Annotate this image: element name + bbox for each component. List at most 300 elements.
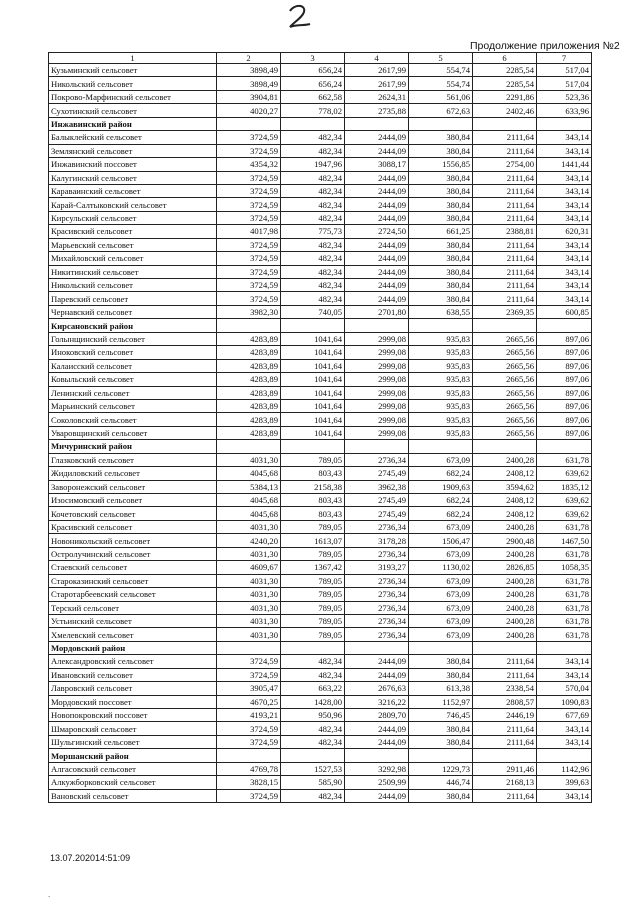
settlement-name: Чернавский сельсовет [49,305,217,318]
value-cell: 561,06 [409,90,473,103]
table-row [49,104,592,117]
value-cell: 2111,64 [473,184,537,197]
value-cell: 897,06 [537,373,592,386]
table-row [49,332,592,345]
value-cell: 789,05 [281,574,345,587]
value-cell: 4283,89 [217,413,281,426]
settlement-name: Лавровский сельсовет [49,682,217,695]
value-cell: 1947,96 [281,158,345,171]
value-cell: 1556,85 [409,158,473,171]
settlement-name: Вановский сельсовет [49,789,217,802]
value-cell: 343,14 [537,265,592,278]
district-header-row [49,641,592,654]
district-header-row [49,117,592,130]
value-cell: 631,78 [537,574,592,587]
value-cell: 3178,28 [345,534,409,547]
value-cell: 935,83 [409,426,473,439]
table-row [49,158,592,171]
table-row [49,144,592,157]
empty-cell [537,641,592,654]
empty-cell [217,319,281,332]
table-row [49,265,592,278]
value-cell: 2408,12 [473,494,537,507]
value-cell: 661,25 [409,225,473,238]
value-cell: 682,24 [409,467,473,480]
value-cell: 1041,64 [281,373,345,386]
value-cell: 4283,89 [217,399,281,412]
table-row [49,399,592,412]
value-cell: 2444,09 [345,735,409,748]
value-cell: 2158,38 [281,480,345,493]
value-cell: 2444,09 [345,144,409,157]
value-cell: 1041,64 [281,332,345,345]
value-cell: 1041,64 [281,426,345,439]
table-row [49,776,592,789]
value-cell: 3292,98 [345,762,409,775]
settlement-name: Устьинский сельсовет [49,614,217,627]
value-cell: 2400,28 [473,574,537,587]
value-cell: 482,34 [281,131,345,144]
value-cell: 935,83 [409,332,473,345]
value-cell: 3905,47 [217,682,281,695]
value-cell: 554,74 [409,77,473,90]
table-row [49,722,592,735]
value-cell: 2665,56 [473,332,537,345]
value-cell: 2111,64 [473,144,537,157]
value-cell: 631,78 [537,628,592,641]
settlement-name: Иноковский сельсовет [49,346,217,359]
value-cell: 1058,35 [537,561,592,574]
value-cell: 3724,59 [217,265,281,278]
table-row [49,305,592,318]
value-cell: 3724,59 [217,279,281,292]
value-cell: 631,78 [537,547,592,560]
value-cell: 3724,59 [217,655,281,668]
value-cell: 2400,28 [473,614,537,627]
table-row [49,507,592,520]
value-cell: 3828,15 [217,776,281,789]
value-cell: 482,34 [281,171,345,184]
value-cell: 3724,59 [217,292,281,305]
settlement-name: Михайловский сельсовет [49,252,217,265]
value-cell: 1041,64 [281,413,345,426]
value-cell: 789,05 [281,614,345,627]
table-row [49,373,592,386]
value-cell: 935,83 [409,386,473,399]
value-cell: 380,84 [409,144,473,157]
value-cell: 935,83 [409,373,473,386]
value-cell: 2444,09 [345,655,409,668]
value-cell: 2400,28 [473,453,537,466]
table-row [49,574,592,587]
value-cell: 2809,70 [345,709,409,722]
value-cell: 482,34 [281,184,345,197]
table-row [49,561,592,574]
value-cell: 2111,64 [473,735,537,748]
value-cell: 343,14 [537,238,592,251]
value-cell: 343,14 [537,292,592,305]
value-cell: 4031,30 [217,628,281,641]
value-cell: 4020,27 [217,104,281,117]
value-cell: 3724,59 [217,144,281,157]
empty-cell [473,117,537,130]
value-cell: 380,84 [409,211,473,224]
value-cell: 4769,78 [217,762,281,775]
value-cell: 2999,08 [345,413,409,426]
settlement-name: Марьевский сельсовет [49,238,217,251]
value-cell: 482,34 [281,789,345,802]
value-cell: 656,24 [281,77,345,90]
value-cell: 2745,49 [345,507,409,520]
district-header-row [49,749,592,762]
value-cell: 482,34 [281,735,345,748]
column-header: 6 [473,53,537,64]
settlement-name: Староказинский сельсовет [49,574,217,587]
value-cell: 482,34 [281,279,345,292]
value-cell: 343,14 [537,789,592,802]
value-cell: 343,14 [537,668,592,681]
settlement-name: Балыклейский сельсовет [49,131,217,144]
settlement-name: Хмелевский сельсовет [49,628,217,641]
table-row [49,520,592,533]
value-cell: 1142,96 [537,762,592,775]
value-cell: 3724,59 [217,238,281,251]
value-cell: 935,83 [409,359,473,372]
value-cell: 633,96 [537,104,592,117]
value-cell: 4283,89 [217,373,281,386]
value-cell: 897,06 [537,426,592,439]
value-cell: 1506,47 [409,534,473,547]
settlement-name: Изосимовский сельсовет [49,494,217,507]
value-cell: 1130,02 [409,561,473,574]
value-cell: 2111,64 [473,789,537,802]
value-cell: 3724,59 [217,722,281,735]
value-cell: 4045,68 [217,467,281,480]
settlement-name: Кирсульский сельсовет [49,211,217,224]
value-cell: 2400,28 [473,520,537,533]
table-row [49,238,592,251]
empty-cell [473,440,537,453]
value-cell: 3724,59 [217,668,281,681]
value-cell: 2400,28 [473,601,537,614]
value-cell: 4609,67 [217,561,281,574]
value-cell: 631,78 [537,614,592,627]
value-cell: 482,34 [281,211,345,224]
empty-cell [473,319,537,332]
value-cell: 2400,28 [473,547,537,560]
table-row [49,252,592,265]
value-cell: 4283,89 [217,426,281,439]
value-cell: 2736,34 [345,547,409,560]
value-cell: 2665,56 [473,386,537,399]
table-row [49,413,592,426]
value-cell: 897,06 [537,386,592,399]
settlement-name: Александровский сельсовет [49,655,217,668]
column-header: 3 [281,53,345,64]
settlement-name: Мордовский поссовет [49,695,217,708]
value-cell: 380,84 [409,655,473,668]
value-cell: 673,09 [409,601,473,614]
value-cell: 2444,09 [345,131,409,144]
settlement-name: Заворонежский сельсовет [49,480,217,493]
value-cell: 482,34 [281,655,345,668]
value-cell: 2444,09 [345,238,409,251]
value-cell: 673,09 [409,614,473,627]
value-cell: 935,83 [409,399,473,412]
table-row [49,494,592,507]
column-header: 1 [49,53,217,64]
value-cell: 803,43 [281,467,345,480]
value-cell: 3982,30 [217,305,281,318]
value-cell: 639,62 [537,467,592,480]
value-cell: 673,09 [409,453,473,466]
value-cell: 2808,57 [473,695,537,708]
value-cell: 3193,27 [345,561,409,574]
value-cell: 746,45 [409,709,473,722]
value-cell: 517,04 [537,64,592,77]
value-cell: 380,84 [409,184,473,197]
table-row [49,198,592,211]
settlement-name: Старотарбеевский сельсовет [49,588,217,601]
value-cell: 343,14 [537,279,592,292]
value-cell: 2444,09 [345,668,409,681]
value-cell: 4283,89 [217,359,281,372]
value-cell: 482,34 [281,722,345,735]
empty-cell [409,749,473,762]
value-cell: 380,84 [409,265,473,278]
value-cell: 673,09 [409,628,473,641]
settlement-name: Красивский сельсовет [49,520,217,533]
value-cell: 3724,59 [217,789,281,802]
value-cell: 523,36 [537,90,592,103]
value-cell: 775,73 [281,225,345,238]
value-cell: 4031,30 [217,601,281,614]
table-row [49,77,592,90]
table-row [49,534,592,547]
value-cell: 482,34 [281,144,345,157]
value-cell: 3724,59 [217,252,281,265]
value-cell: 380,84 [409,238,473,251]
district-name: Моршанский район [49,749,217,762]
value-cell: 2444,09 [345,184,409,197]
value-cell: 3088,17 [345,158,409,171]
value-cell: 2444,09 [345,171,409,184]
table-row [49,480,592,493]
empty-cell [537,319,592,332]
value-cell: 380,84 [409,789,473,802]
value-cell: 2444,09 [345,292,409,305]
value-cell: 554,74 [409,64,473,77]
value-cell: 3962,38 [345,480,409,493]
settlement-name: Алкужборковский сельсовет [49,776,217,789]
value-cell: 1441,44 [537,158,592,171]
value-cell: 2665,56 [473,426,537,439]
value-cell: 2736,34 [345,520,409,533]
table-row [49,709,592,722]
value-cell: 2665,56 [473,413,537,426]
value-cell: 2999,08 [345,332,409,345]
value-cell: 585,90 [281,776,345,789]
column-header: 2 [217,53,281,64]
value-cell: 2617,99 [345,77,409,90]
value-cell: 740,05 [281,305,345,318]
value-cell: 2999,08 [345,386,409,399]
value-cell: 1527,53 [281,762,345,775]
value-cell: 2408,12 [473,467,537,480]
table-row [49,547,592,560]
table-row [49,171,592,184]
footer-mark: ` [48,895,51,903]
empty-cell [217,641,281,654]
value-cell: 950,96 [281,709,345,722]
value-cell: 2735,88 [345,104,409,117]
value-cell: 662,58 [281,90,345,103]
empty-cell [345,749,409,762]
value-cell: 343,14 [537,131,592,144]
value-cell: 2446,19 [473,709,537,722]
value-cell: 4031,30 [217,588,281,601]
empty-cell [281,641,345,654]
value-cell: 343,14 [537,655,592,668]
district-header-row [49,319,592,332]
value-cell: 638,55 [409,305,473,318]
value-cell: 2369,35 [473,305,537,318]
continuation-label: Продолжение приложения №2 [470,40,620,52]
value-cell: 2444,09 [345,265,409,278]
value-cell: 2724,50 [345,225,409,238]
value-cell: 380,84 [409,252,473,265]
value-cell: 673,09 [409,574,473,587]
value-cell: 3594,62 [473,480,537,493]
settlement-name: Голынщинский сельсовет [49,332,217,345]
value-cell: 2285,54 [473,64,537,77]
value-cell: 4283,89 [217,386,281,399]
settlement-name: Красивский сельсовет [49,225,217,238]
value-cell: 343,14 [537,144,592,157]
value-cell: 482,34 [281,238,345,251]
value-cell: 673,09 [409,520,473,533]
table-body [49,53,592,803]
settlement-name: Стаевский сельсовет [49,561,217,574]
handwritten-page-number [280,2,320,32]
value-cell: 4031,30 [217,453,281,466]
value-cell: 2444,09 [345,252,409,265]
value-cell: 3724,59 [217,735,281,748]
value-cell: 380,84 [409,735,473,748]
value-cell: 482,34 [281,198,345,211]
value-cell: 380,84 [409,279,473,292]
value-cell: 1090,83 [537,695,592,708]
value-cell: 2701,80 [345,305,409,318]
table-row [49,184,592,197]
value-cell: 2111,64 [473,279,537,292]
settlement-name: Караваинский сельсовет [49,184,217,197]
value-cell: 2665,56 [473,359,537,372]
settlement-name: Соколовский сельсовет [49,413,217,426]
value-cell: 482,34 [281,292,345,305]
value-cell: 897,06 [537,359,592,372]
value-cell: 380,84 [409,722,473,735]
value-cell: 2736,34 [345,574,409,587]
empty-cell [217,117,281,130]
value-cell: 3724,59 [217,131,281,144]
settlement-name: Марьинский сельсовет [49,399,217,412]
table-row [49,682,592,695]
empty-cell [281,749,345,762]
value-cell: 2999,08 [345,399,409,412]
value-cell: 2736,34 [345,588,409,601]
settlement-name: Инжавинский поссовет [49,158,217,171]
settlement-name: Покрово-Марфинский сельсовет [49,90,217,103]
value-cell: 2999,08 [345,346,409,359]
value-cell: 4193,21 [217,709,281,722]
value-cell: 4045,68 [217,507,281,520]
settlement-name: Ковыльский сельсовет [49,373,217,386]
empty-cell [409,117,473,130]
settlement-name: Кузьминский сельсовет [49,64,217,77]
value-cell: 1467,50 [537,534,592,547]
value-cell: 673,09 [409,547,473,560]
table-row [49,628,592,641]
value-cell: 3724,59 [217,171,281,184]
district-name: Кирсановский район [49,319,217,332]
value-cell: 631,78 [537,520,592,533]
settlement-name: Жидиловский сельсовет [49,467,217,480]
value-cell: 897,06 [537,399,592,412]
value-cell: 935,83 [409,346,473,359]
value-cell: 1909,63 [409,480,473,493]
value-cell: 1041,64 [281,386,345,399]
value-cell: 2745,49 [345,467,409,480]
value-cell: 3724,59 [217,198,281,211]
settlement-name: Паревский сельсовет [49,292,217,305]
value-cell: 682,24 [409,507,473,520]
value-cell: 2111,64 [473,722,537,735]
table-row [49,131,592,144]
value-cell: 343,14 [537,198,592,211]
value-cell: 380,84 [409,668,473,681]
empty-cell [537,440,592,453]
value-cell: 620,31 [537,225,592,238]
value-cell: 778,02 [281,104,345,117]
column-header: 5 [409,53,473,64]
value-cell: 2754,00 [473,158,537,171]
value-cell: 2111,64 [473,655,537,668]
value-cell: 2111,64 [473,131,537,144]
table-row [49,453,592,466]
table-row [49,789,592,802]
settlement-name: Калугинский сельсовет [49,171,217,184]
table-row [49,359,592,372]
value-cell: 897,06 [537,413,592,426]
empty-cell [409,440,473,453]
value-cell: 789,05 [281,601,345,614]
value-cell: 2111,64 [473,211,537,224]
value-cell: 2745,49 [345,494,409,507]
settlement-name: Остролучинский сельсовет [49,547,217,560]
value-cell: 789,05 [281,453,345,466]
value-cell: 482,34 [281,252,345,265]
value-cell: 4240,20 [217,534,281,547]
settlement-name: Алгасовский сельсовет [49,762,217,775]
empty-cell [537,749,592,762]
value-cell: 2402,46 [473,104,537,117]
value-cell: 613,38 [409,682,473,695]
value-cell: 1613,07 [281,534,345,547]
empty-cell [281,319,345,332]
value-cell: 663,22 [281,682,345,695]
value-cell: 3724,59 [217,184,281,197]
